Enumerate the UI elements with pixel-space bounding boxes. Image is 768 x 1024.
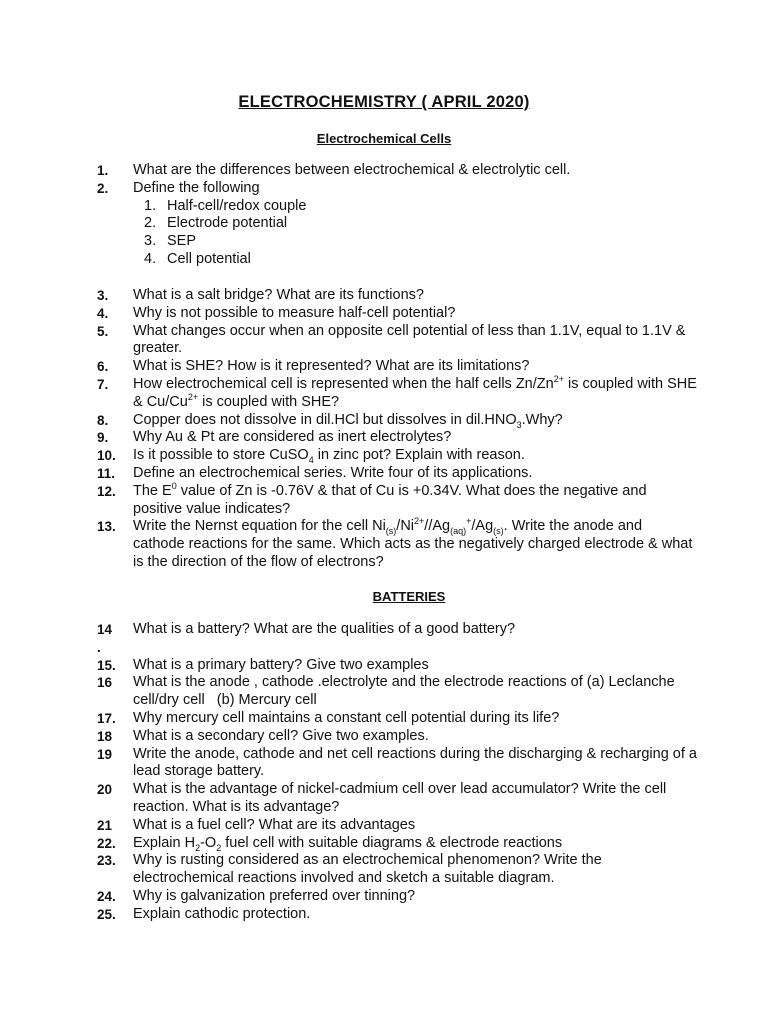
page-title: ELECTROCHEMISTRY ( APRIL 2020): [238, 93, 530, 111]
question-3: 3. What is a salt bridge? What are its functions?: [97, 287, 424, 303]
question-9: 9. Why Au & Pt are considered as inert electrolytes?: [97, 429, 452, 446]
question-list-part3: [97, 621, 697, 924]
question-7: 7. How electrochemical cell is represented when the half cells $Zn/Zn^{2+}$ is coupled with SHE & $Cu/Cu^{2+}$ is coupled with SHE?: [97, 374, 697, 410]
question-20: 20 What is the advantage of nickel-cadmium cell over lead accumulator? Write the cell reaction. What is its advantage?: [97, 781, 667, 815]
question-14: 14 . What is a battery? What are the qualities of a good battery?: [97, 621, 516, 655]
definition-sublist: [97, 198, 697, 269]
question-21: 21 What is a fuel cell? What are its advantages: [97, 816, 416, 833]
question-12: 12. The $E^0$ value of Zn is -0.76V & that of Cu is +0.34V. What does the negative and positive value indicates?: [97, 480, 647, 517]
question-1: [97, 162, 697, 180]
question-list-part1: [97, 162, 697, 269]
question-25: 25. Explain cathodic protection.: [97, 905, 311, 922]
question-10: 10. Is it possible to store CuSO$_4$ in zinc pot? Explain with reason.: [97, 447, 525, 466]
sublist-item: 3. SEP: [144, 233, 197, 250]
question-8: 8. Copper does not dissolve in dil.HCl but dissolves in $dil.HNO_3.Why$?: [97, 411, 563, 430]
question-22: 22. Explain $H_2-O_2$ fuel cell with suitable diagrams & electrode reactions: [97, 834, 563, 853]
sublist-item: 2. Electrode potential: [144, 215, 288, 232]
question-4: 4. Why is not possible to measure half-cell potential?: [97, 304, 456, 321]
question-18: 18 What is a secondary cell? Give two examples.: [97, 727, 429, 744]
question-6: 6. What is SHE? How is it represented? What are its limitations?: [97, 358, 530, 375]
question-2: [97, 180, 697, 198]
question-15: 15. What is a primary battery? Give two examples: [97, 656, 429, 673]
section-title-batteries: BATTERIES: [372, 589, 446, 604]
sublist-item: 1. Half-cell/redox couple: [144, 197, 307, 214]
question-text: What are the differences between electrochemical & electrolytic cell.: [133, 162, 571, 178]
sublist-item: 4. Cell potential: [144, 250, 251, 267]
question-16: 16 What is the anode , cathode .electrolyte and the electrode reactions of (a) Leclanche cell/dry cell (b) Mercury cell: [97, 674, 679, 709]
question-13: 13. Write the Nernst equation for the cell $Ni_{(s)}/Ni^{2+}//Ag_{(aq)}^+/Ag_{(s)}$. Write the anode and cathode reactions for the same. Which acts as the negatively charged electrode & what is the direction of the flow of electrons?: [97, 516, 693, 570]
section-title-electrochemical-cells: Electrochemical Cells: [316, 131, 452, 146]
question-19: 19 Write the anode, cathode and net cell reactions during the discharging & recharging of a lead storage battery.: [97, 745, 697, 780]
question-list-part2: [97, 287, 697, 572]
question-11: 11. Define an electrochemical series. Write four of its applications.: [97, 464, 533, 481]
question-23: 23. Why is rusting considered as an electrochemical phenomenon? Write the electrochemical reactions involved and sketch a suitable diagram.: [97, 852, 602, 887]
question-text: Define the following: [133, 179, 260, 196]
question-24: 24. Why is galvanization preferred over tinning?: [97, 887, 416, 904]
question-17: 17. Why mercury cell maintains a constant cell potential during its life?: [97, 709, 560, 726]
question-5: 5. What changes occur when an opposite cell potential of less than 1.1V, equal to 1.1V & greater.: [97, 322, 686, 357]
question-number: 2.: [97, 180, 109, 196]
question-number: 1.: [97, 163, 109, 178]
